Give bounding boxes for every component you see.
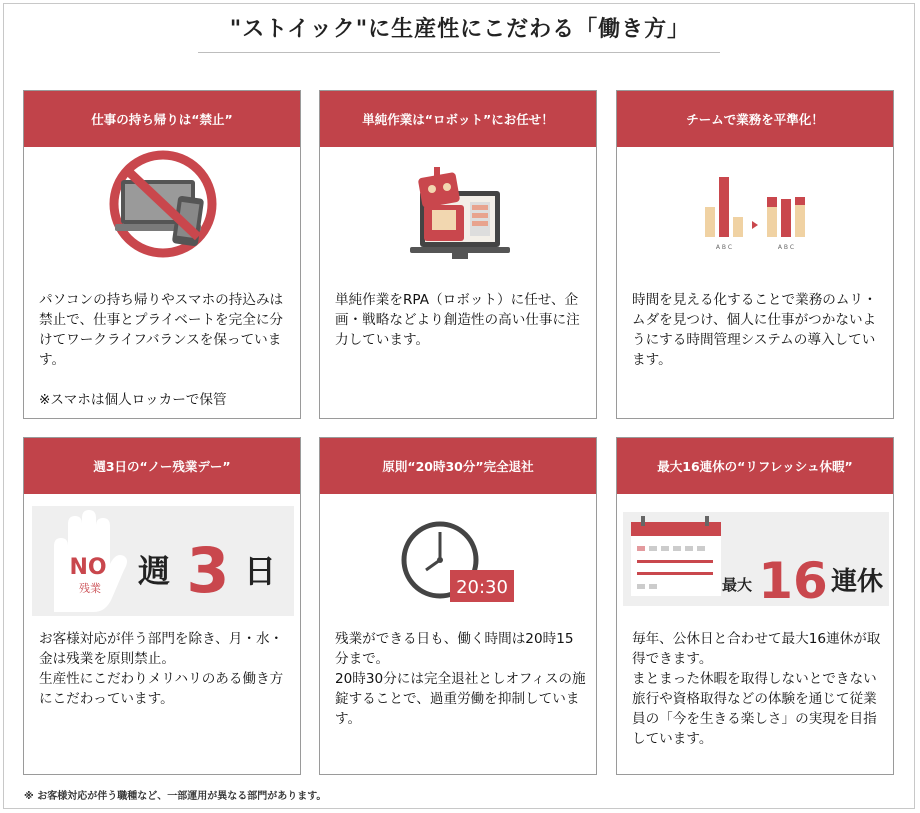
bar-chart-icon — [617, 147, 893, 289]
card-body: 毎年、公休日と合わせて最大16連休が取得できます。 まとまった休暇を取得しないとできない旅行や資格取得などの体験を通じて従業員の「今を生きる楽しさ」の実現を目指しています。 — [632, 631, 881, 747]
card-header: 仕事の持ち帰りは“禁止” — [24, 91, 300, 147]
card-body: 単純作業をRPA（ロボット）に任せ、企画・戦略などより創造性の高い仕事に注力しています。 — [335, 292, 580, 348]
card-header: 原則“20時30分”完全退社 — [320, 438, 596, 494]
card-header: 週3日の“ノー残業デー” — [24, 438, 300, 494]
card-leveling — [616, 90, 894, 419]
big-prefix: 週 — [137, 552, 171, 590]
clock-icon — [320, 494, 596, 636]
big-suffix: 日 — [243, 552, 277, 590]
card-body: 残業ができる日も、働く時間は20時15分まで。 20時30分には完全退社としオフィスの施錠することで、過重労働を抑制しています。 — [335, 631, 586, 727]
card-leave-time — [319, 437, 597, 775]
card-no-overtime — [23, 437, 301, 775]
card-no-takehome — [23, 90, 301, 419]
big-prefix: 最大 — [721, 576, 753, 594]
title-divider — [198, 52, 720, 53]
badge-sub: 残業 — [79, 582, 101, 595]
card-header: 最大16連休の“リフレッシュ休暇” — [617, 438, 893, 494]
hand-no-overtime-icon — [24, 494, 300, 636]
card-header: チームで業務を平準化！ — [617, 91, 893, 147]
card-body: 時間を見える化することで業務のムリ・ムダを見つけ、個人に仕事がつかないようにする時間管理システムの導入しています。 — [632, 292, 877, 368]
card-body: パソコンの持ち帰りやスマホの持込みは禁止で、仕事とプライベートを完全に分けてワークライフバランスを保っています。 ※スマホは個人ロッカーで保管 — [39, 292, 284, 408]
calendar-icon — [617, 494, 893, 636]
big-number: 3 — [186, 534, 230, 607]
robot-monitor-icon — [320, 147, 596, 289]
time-display: 20:30 — [456, 577, 508, 598]
card-robot — [319, 90, 597, 419]
big-number: 16 — [758, 552, 828, 610]
footnote: ※ お客様対応が伴う職種など、一部運用が異なる部門があります。 — [24, 791, 327, 802]
page-title: "ストイック"に生産性にこだわる「働き方」 — [229, 17, 691, 42]
card-body: お客様対応が伴う部門を除き、月・水・金は残業を原則禁止。 生産性にこだわりメリハリのある働き方にこだわっています。 — [39, 631, 284, 707]
chart-labels-right: A B C — [777, 244, 795, 251]
card-refresh-leave — [616, 437, 894, 775]
chart-labels-left: A B C — [715, 244, 733, 251]
no-laptop-phone-icon — [24, 147, 300, 289]
badge-no: NO — [69, 555, 107, 580]
big-suffix: 連休 — [830, 567, 884, 597]
card-header: 単純作業は“ロボット”にお任せ！ — [320, 91, 596, 147]
